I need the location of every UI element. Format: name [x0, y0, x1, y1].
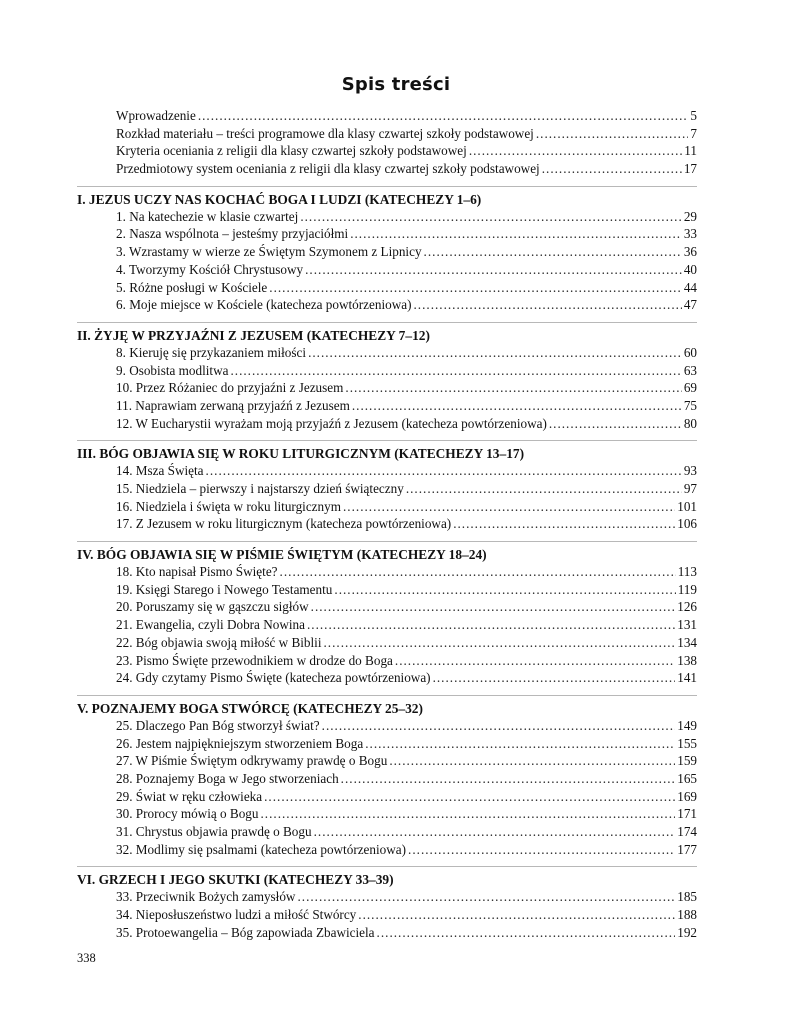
entry-page: 44 — [683, 279, 697, 295]
dot-leader — [549, 415, 682, 433]
toc-entry[interactable] — [77, 415, 697, 433]
toc-entry[interactable] — [77, 823, 697, 841]
dot-leader — [261, 805, 676, 823]
toc-entry[interactable] — [77, 296, 697, 314]
toc-entry[interactable] — [77, 735, 697, 753]
entry-title: 26. Jestem najpiękniejszym stworzeniem Boga — [116, 735, 364, 751]
toc-entry[interactable] — [77, 279, 697, 297]
entry-page: 188 — [677, 907, 697, 923]
entry-page: 69 — [683, 380, 697, 396]
dot-leader — [377, 924, 676, 942]
entry-title: 30. Prorocy mówią o Bogu — [116, 806, 259, 822]
toc-section — [77, 440, 697, 533]
dot-leader — [424, 243, 682, 261]
entry-page: 169 — [677, 788, 697, 804]
toc-entry[interactable] — [77, 924, 697, 942]
entry-page: 47 — [683, 297, 697, 313]
entry-title: 34. Nieposłuszeństwo ludzi a miłość Stwórcy — [116, 907, 357, 923]
toc-entry[interactable] — [77, 752, 697, 770]
section-heading[interactable]: III. BÓG OBJAWIA SIĘ W ROKU LITURGICZNYM (KATECHEZY 13–17) — [77, 446, 525, 462]
dot-leader — [406, 480, 682, 498]
dot-leader — [297, 888, 675, 906]
dot-leader — [345, 379, 681, 397]
toc-entry[interactable] — [77, 581, 697, 599]
entry-title: 2. Nasza wspólnota – jesteśmy przyjaciółmi — [116, 226, 349, 242]
entry-title: 21. Ewangelia, czyli Dobra Nowina — [116, 617, 305, 633]
toc-entry[interactable] — [77, 344, 697, 362]
dot-leader — [395, 652, 675, 670]
dot-leader — [198, 107, 689, 125]
entry-page: 174 — [677, 824, 697, 839]
dot-leader — [414, 296, 682, 314]
entry-page: 165 — [677, 770, 697, 786]
entry-title: 8. Kieruję się przykazaniem miłości — [116, 344, 307, 360]
entry-title: 35. Protoewangelia – Bóg zapowiada Zbawiciela — [116, 924, 375, 940]
entry-page: 75 — [683, 397, 697, 413]
entry-title: 14. Msza Święta — [116, 463, 204, 479]
entry-title: 27. W Piśmie Świętym odkrywamy prawdę o Bogu — [116, 753, 388, 769]
entry-page: 5 — [690, 108, 697, 123]
entry-page: 7 — [690, 125, 697, 141]
entry-page: 11 — [684, 143, 697, 159]
entry-page: 29 — [683, 208, 697, 224]
entry-page: 131 — [677, 617, 697, 633]
toc-entry[interactable] — [77, 261, 697, 279]
entry-title: 10. Przez Różaniec do przyjaźni z Jezusem — [116, 380, 344, 396]
entry-title: 17. Z Jezusem w roku liturgicznym (katecheza powtórzeniowa) — [116, 516, 452, 532]
entry-page: 192 — [677, 924, 697, 940]
toc-entry[interactable] — [77, 397, 697, 415]
toc-section — [77, 866, 697, 941]
toc-entry[interactable] — [77, 125, 697, 143]
dot-leader — [311, 598, 676, 616]
entry-title: 24. Gdy czytamy Pismo Święte (katecheza powtórzeniowa) — [116, 670, 431, 686]
entry-title: 20. Poruszamy się w gąszczu sigłów — [116, 599, 309, 615]
toc-entry[interactable] — [77, 616, 697, 634]
entry-title: 22. Bóg objawia swoją miłość w Biblii — [116, 634, 322, 650]
toc-entry[interactable] — [77, 498, 697, 516]
entry-title: 25. Dlaczego Pan Bóg stworzył świat? — [116, 717, 320, 733]
section-heading[interactable]: IV. BÓG OBJAWIA SIĘ W PIŚMIE ŚWIĘTYM (KATECHEZY 18–24) — [77, 547, 487, 563]
table-of-contents — [77, 107, 697, 941]
entry-title: 31. Chrystus objawia prawdę o Bogu — [116, 824, 312, 839]
toc-entry[interactable] — [77, 208, 697, 226]
entry-title: 3. Wzrastamy w wierze ze Świętym Szymonem z Lipnicy — [116, 244, 422, 260]
entry-page: 177 — [677, 841, 697, 857]
toc-entry[interactable] — [77, 652, 697, 670]
toc-entry[interactable] — [77, 107, 697, 125]
dot-leader — [542, 160, 682, 178]
entry-page: 113 — [677, 564, 697, 580]
dot-leader — [307, 616, 675, 634]
toc-entry[interactable] — [77, 770, 697, 788]
entry-title: 23. Pismo Święte przewodnikiem w drodze do Boga — [116, 652, 393, 668]
toc-entry[interactable] — [77, 634, 697, 652]
entry-page: 93 — [683, 463, 697, 479]
entry-page: 33 — [683, 226, 697, 242]
toc-entry[interactable] — [77, 717, 697, 735]
entry-page: 159 — [677, 753, 697, 769]
entry-title: 1. Na katechezie w klasie czwartej — [116, 208, 299, 224]
entry-page: 40 — [683, 261, 697, 277]
dot-leader — [324, 634, 676, 652]
dot-leader — [314, 823, 676, 841]
dot-leader — [280, 563, 676, 581]
toc-entry[interactable] — [77, 462, 697, 480]
dot-leader — [469, 142, 682, 160]
toc-entry[interactable] — [77, 480, 697, 498]
entry-page: 171 — [677, 806, 697, 822]
dot-leader — [358, 906, 675, 924]
toc-section — [77, 322, 697, 432]
entry-title: Przedmiotowy system oceniania z religii dla klasy czwartej szkoły podstawowej — [116, 161, 540, 177]
dot-leader — [389, 752, 675, 770]
entry-page: 106 — [677, 516, 697, 532]
dot-leader — [365, 735, 675, 753]
section-heading[interactable]: V. POZNAJEMY BOGA STWÓRCĘ (KATECHEZY 25–32) — [77, 700, 423, 716]
entry-title: 18. Kto napisał Pismo Święte? — [116, 564, 278, 580]
toc-entry[interactable] — [77, 598, 697, 616]
entry-title: 29. Świat w ręku człowieka — [116, 788, 263, 804]
intro-list — [77, 107, 697, 178]
dot-leader — [453, 515, 675, 533]
entry-page: 119 — [677, 581, 697, 597]
entry-title: 9. Osobista modlitwa — [116, 362, 229, 378]
toc-entry[interactable] — [77, 841, 697, 859]
entry-page: 101 — [677, 498, 697, 514]
entry-title: 33. Przeciwnik Bożych zamysłów — [116, 889, 296, 905]
entry-title: 19. Księgi Starego i Nowego Testamentu — [116, 581, 333, 597]
dot-leader — [300, 208, 681, 226]
page-title: Spis treści — [341, 74, 451, 95]
toc-entry[interactable] — [77, 563, 697, 581]
entry-page: 149 — [677, 717, 697, 733]
entry-title: 16. Niedziela i święta w roku liturgicznym — [116, 498, 341, 514]
dot-leader — [264, 788, 675, 806]
toc-section — [77, 695, 697, 859]
toc-entry[interactable] — [77, 160, 697, 178]
toc-entry[interactable] — [77, 805, 697, 823]
dot-leader — [433, 669, 676, 687]
dot-leader — [206, 462, 682, 480]
toc-entry[interactable] — [77, 379, 697, 397]
entry-title: 5. Różne posługi w Kościele — [116, 279, 268, 295]
section-heading[interactable]: I. JEZUS UCZY NAS KOCHAĆ BOGA I LUDZI (KATECHEZY 1–6) — [77, 191, 482, 207]
dot-leader — [408, 841, 675, 859]
dot-leader — [230, 362, 681, 380]
entry-page: 97 — [683, 481, 697, 496]
dot-leader — [305, 261, 682, 279]
dot-leader — [352, 397, 682, 415]
entry-title: 32. Modlimy się psalmami (katecheza powtórzeniowa) — [116, 841, 407, 857]
entry-page: 155 — [677, 735, 697, 751]
entry-page: 60 — [683, 344, 697, 360]
entry-title: Rozkład materiału – treści programowe dla klasy czwartej szkoły podstawowej — [116, 125, 534, 141]
entry-title: 4. Tworzymy Kościół Chrystusowy — [116, 261, 304, 277]
dot-leader — [269, 279, 682, 297]
toc-section — [77, 186, 697, 314]
entry-title: 28. Poznajemy Boga w Jego stworzeniach — [116, 770, 339, 786]
entry-title: 6. Moje miejsce w Kościele (katecheza powtórzeniowa) — [116, 297, 412, 313]
entry-page: 17 — [683, 161, 697, 177]
toc-entry[interactable] — [77, 906, 697, 924]
toc-entry[interactable] — [77, 788, 697, 806]
entry-title: 12. W Eucharystii wyrażam moją przyjaźń z Jezusem (katecheza powtórzeniowa) — [116, 415, 547, 431]
dot-leader — [536, 125, 689, 143]
toc-entry[interactable] — [77, 888, 697, 906]
entry-page: 63 — [683, 362, 697, 378]
toc-entry[interactable] — [77, 515, 697, 533]
dot-leader — [350, 225, 682, 243]
section-heading[interactable]: VI. GRZECH I JEGO SKUTKI (KATECHEZY 33–39) — [77, 872, 394, 888]
entry-page: 185 — [677, 889, 697, 905]
dot-leader — [343, 498, 675, 516]
dot-leader — [308, 344, 682, 362]
toc-section — [77, 541, 697, 687]
entry-title: Kryteria oceniania z religii dla klasy czwartej szkoły podstawowej — [116, 143, 467, 159]
toc-entry[interactable] — [77, 225, 697, 243]
entry-page: 126 — [677, 599, 697, 615]
entry-page: 36 — [683, 244, 697, 260]
page-number: 338 — [77, 951, 96, 965]
toc-entry[interactable] — [77, 142, 697, 160]
entry-page: 141 — [677, 670, 697, 686]
toc-entry[interactable] — [77, 669, 697, 687]
dot-leader — [341, 770, 676, 788]
dot-leader — [322, 717, 676, 735]
toc-entry[interactable] — [77, 362, 697, 380]
entry-page: 134 — [677, 634, 697, 650]
section-heading[interactable]: II. ŻYJĘ W PRZYJAŹNI Z JEZUSEM (KATECHEZY 7–12) — [77, 327, 430, 343]
toc-entry[interactable] — [77, 243, 697, 261]
entry-title: 15. Niedziela – pierwszy i najstarszy dzień świąteczny — [116, 481, 404, 496]
entry-page: 80 — [683, 415, 697, 431]
entry-page: 138 — [677, 652, 697, 668]
dot-leader — [334, 581, 675, 599]
entry-title: 11. Naprawiam zerwaną przyjaźń z Jezusem — [116, 397, 350, 413]
entry-title: Wprowadzenie — [116, 108, 196, 123]
